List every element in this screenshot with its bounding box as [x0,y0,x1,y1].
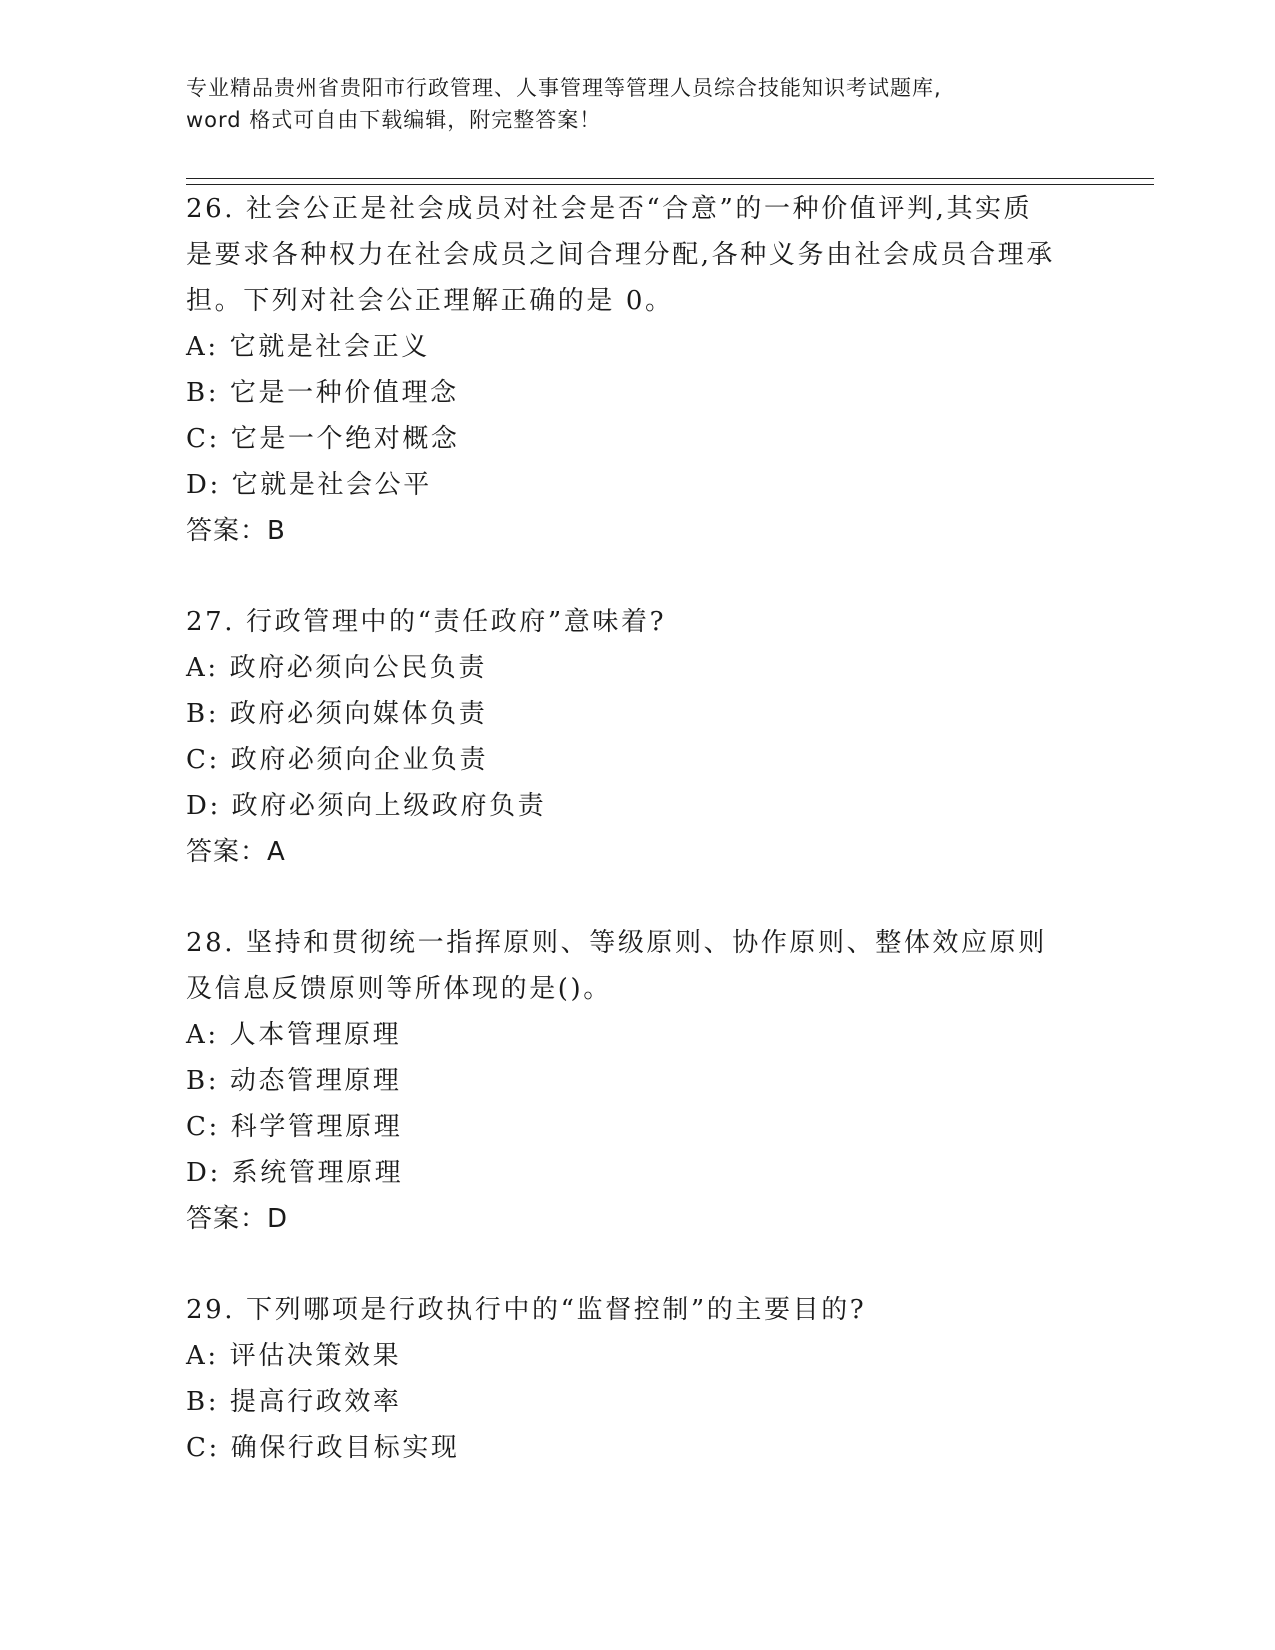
header-rule-top [186,178,1154,179]
question-26 [186,186,1086,554]
question-28 [186,920,1086,1242]
option-b: B: 它是一种价值理念 [186,378,459,408]
question-text: 28. 坚持和贯彻统一指挥原则、等级原则、协作原则、整体效应原则 [186,928,1047,958]
option-a: A: 政府必须向公民负责 [186,653,488,683]
option-a: A: 人本管理原理 [186,1020,402,1050]
question-text: 26. 社会公正是社会成员对社会是否“合意”的一种价值评判,其实质 [186,194,1033,224]
option-c: C: 它是一个绝对概念 [186,424,460,454]
document-header [186,72,1086,136]
option-a: A: 评估决策效果 [186,1341,402,1371]
answer: 答案：A [186,837,286,867]
option-a: A: 它就是社会正义 [186,332,430,362]
question-text: 担。下列对社会公正理解正确的是 0。 [186,286,674,316]
question-27 [186,599,1086,875]
answer: 答案：B [186,516,286,546]
option-b: B: 提高行政效率 [186,1387,402,1417]
question-29 [186,1287,1086,1471]
option-d: D: 政府必须向上级政府负责 [186,791,547,821]
option-d: D: 系统管理原理 [186,1158,404,1188]
header-line-1: 专业精品贵州省贵阳市行政管理、人事管理等管理人员综合技能知识考试题库, [186,76,942,100]
question-text: 29. 下列哪项是行政执行中的“监督控制”的主要目的? [186,1295,867,1325]
question-list [186,186,1086,1471]
question-text: 及信息反馈原则等所体现的是()。 [186,974,612,1004]
option-c: C: 科学管理原理 [186,1112,403,1142]
option-d: D: 它就是社会公平 [186,470,432,500]
option-b: B: 动态管理原理 [186,1066,402,1096]
option-c: C: 确保行政目标实现 [186,1433,460,1463]
header-line-2: word 格式可自由下载编辑，附完整答案！ [186,108,602,132]
option-c: C: 政府必须向企业负责 [186,745,489,775]
question-text: 27. 行政管理中的“责任政府”意味着? [186,607,667,637]
header-rule-bottom [186,184,1154,185]
option-b: B: 政府必须向媒体负责 [186,699,488,729]
question-text: 是要求各种权力在社会成员之间合理分配,各种义务由社会成员合理承 [186,240,1055,270]
answer: 答案：D [186,1204,289,1234]
